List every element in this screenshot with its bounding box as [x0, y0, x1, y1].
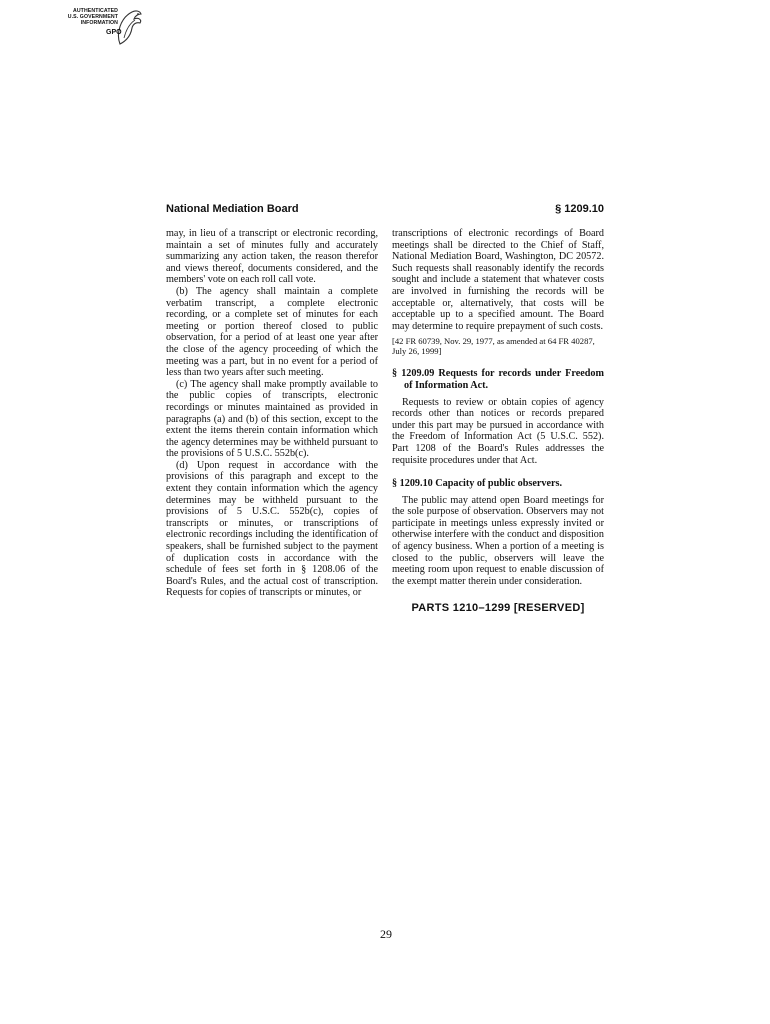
eagle-seal-icon — [114, 4, 144, 48]
paragraph-b: (b) The agency shall maintain a complete verbatim transcript, a complete electronic recording, or a complete set of minutes for each meeting or portion thereof closed to public observation, for a period of at least one year after the close of the agency proceeding of which the meeting was a part, but in no event for a period of less than two years after such meeting. — [166, 285, 378, 379]
paragraph-d: (d) Upon request in accordance with the provisions of this paragraph and except to the extent they contain information which the agency determines may be withheld pursuant to the provisions of 5 U.S.C. 552b(c), copies of transcripts or minutes, or transcriptions of electronic recordings including the identification of speakers, shall be furnished subject to the payment of duplication costs in accordance with the schedule of fees set forth in § 1208.06 of the Board's Rules, and the actual cost of transcription. Requests for copies of transcripts or minutes, or — [166, 459, 378, 599]
seal-line-3: INFORMATION — [80, 20, 118, 26]
parts-reserved-heading: PARTS 1210–1299 [RESERVED] — [411, 602, 585, 615]
section-number: § 1209.10 — [555, 203, 604, 215]
section-body-1209-09: Requests to review or obtain copies of agency records other than notices or records prepared under this part may be pursued in accordance with the Freedom of Information Act (5 U.S.C. 552). Part 1208 of the Board's Rules addresses the requisite procedures under that Act. — [392, 396, 604, 466]
gpo-authentication-seal — [48, 4, 144, 48]
section-body-1209-10: The public may attend open Board meetings for the sole purpose of observation. Observers may not participate in meetings unless expressly invited or otherwise interfere with the conduct and disposition of agency business. When a portion of a meeting is closed to the public, observers will leave the meeting room upon request to enable discussion of the exempt matter therein under consideration. — [392, 494, 604, 587]
seal-text — [56, 8, 118, 26]
section-heading-1209-10: § 1209.10 Capacity of public observers. — [392, 478, 563, 490]
paragraph-continued-right: transcriptions of electronic recordings of Board meetings shall be directed to the Chief of Staff, National Mediation Board, Washington, DC 20572. Such requests shall reasonably identify the records sought and include a statement that whatever costs are involved in furnishing the records will be acceptable or, alternatively, that costs will be acceptable up to a specified amount. The Board may determine to require prepayment of such costs. — [392, 228, 604, 332]
running-head — [166, 203, 604, 219]
seal-line-2: U.S. GOVERNMENT — [67, 14, 118, 20]
agency-name: National Mediation Board — [166, 203, 299, 215]
left-column — [166, 228, 378, 599]
page-number: 29 — [380, 927, 392, 941]
seal-line-1: AUTHENTICATED — [72, 8, 118, 14]
section-heading-1209-09: § 1209.09 Requests for records under Freedom of Information Act. — [392, 368, 604, 391]
source-citation: [42 FR 60739, Nov. 29, 1977, as amended at 64 FR 40287, July 26, 1999] — [392, 336, 595, 357]
paragraph-continued: may, in lieu of a transcript or electronic recording, maintain a set of minutes fully and accurately summarizing any action taken, the reason therefor and views thereof, documents considered, and the members' vote on each roll call vote. — [166, 228, 378, 286]
right-column — [392, 228, 604, 615]
paragraph-c: (c) The agency shall make promptly available to the public copies of transcripts, electronic recordings or minutes maintained as provided in paragraphs (a) and (b) of this section, except to the extent the items therein contain information which the agency determines may be withheld pursuant to the provisions of 5 U.S.C. 552b(c). — [166, 378, 378, 460]
gpo-mark: GPO — [106, 29, 122, 36]
